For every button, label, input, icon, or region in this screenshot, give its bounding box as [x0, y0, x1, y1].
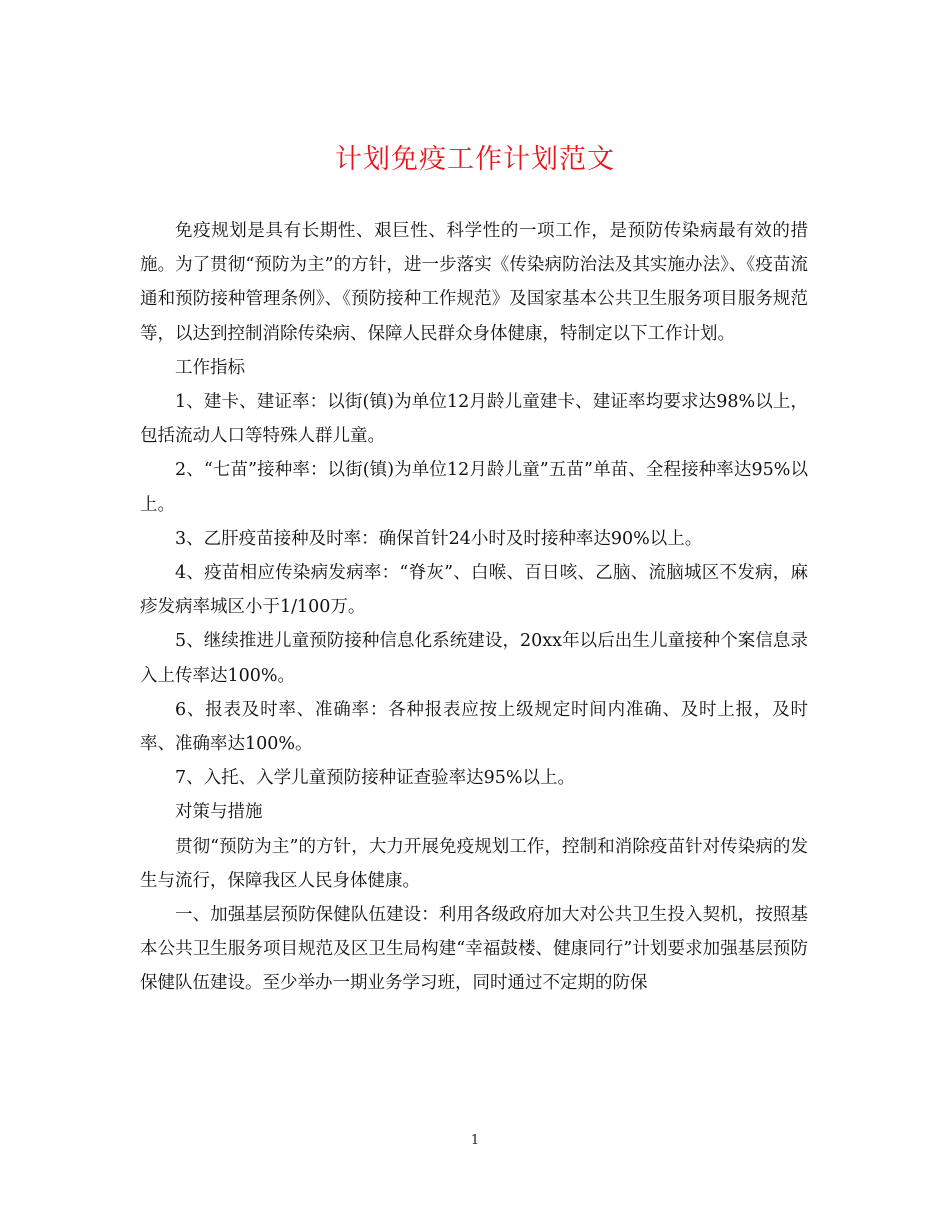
intro-paragraph: 免疫规划是具有长期性、艰巨性、科学性的一项工作，是预防传染病最有效的措施。为了贯彻“预防为主”的方针，进一步落实《传染病防治法及其实施办法》、《疫苗流通和预防接种管理条例》、《预防接种工作规范》及国家基本公共卫生服务项目服务规范等，以达到控制消除传染病、保障人民群众身体健康，特制定以下工作计划。	[140, 221, 808, 344]
measure-item-1: 一、加强基层预防保健队伍建设：利用各级政府加大对公共卫生投入契机，按照基本公共卫生服务项目规范及区卫生局构建“幸福鼓楼、健康同行”计划要求加强基层预防保健队伍建设。至少举办一期业务学习班，同时通过不定期的防保	[140, 905, 808, 994]
target-item-5: 5、继续推进儿童预防接种信息化系统建设，20xx年以后出生儿童接种个案信息录入上传率达100%。	[140, 631, 808, 686]
page-number: 1	[470, 1133, 480, 1148]
section-heading-measures: 对策与措施	[175, 802, 263, 823]
target-item-2: 2、“七苗”接种率：以街(镇)为单位12月龄儿童”五苗”单苗、全程接种率达95%以上。	[140, 460, 808, 515]
target-item-3: 3、乙肝疫苗接种及时率：确保首针24小时及时接种率达90%以上。	[175, 528, 703, 549]
section-heading-work-targets: 工作指标	[175, 357, 245, 378]
measures-intro-paragraph: 贯彻“预防为主”的方针，大力开展免疫规划工作，控制和消除疫苗针对传染病的发生与流行，保障我区人民身体健康。	[140, 836, 808, 891]
target-item-1: 1、建卡、建证率：以街(镇)为单位12月龄儿童建卡、建证率均要求达98%以上，包括流动人口等特殊人群儿童。	[140, 392, 808, 447]
target-item-4: 4、疫苗相应传染病发病率：“脊灰”、白喉、百日咳、乙脑、流脑城区不发病，麻疹发病率城区小于1/100万。	[140, 563, 808, 618]
document-title: 计划免疫工作计划范文	[335, 144, 615, 175]
target-item-6: 6、报表及时率、准确率：各种报表应按上级规定时间内准确、及时上报，及时率、准确率达100%。	[140, 699, 808, 755]
document-body	[140, 214, 808, 1001]
target-item-7: 7、入托、入学儿童预防接种证查验率达95%以上。	[175, 768, 576, 789]
